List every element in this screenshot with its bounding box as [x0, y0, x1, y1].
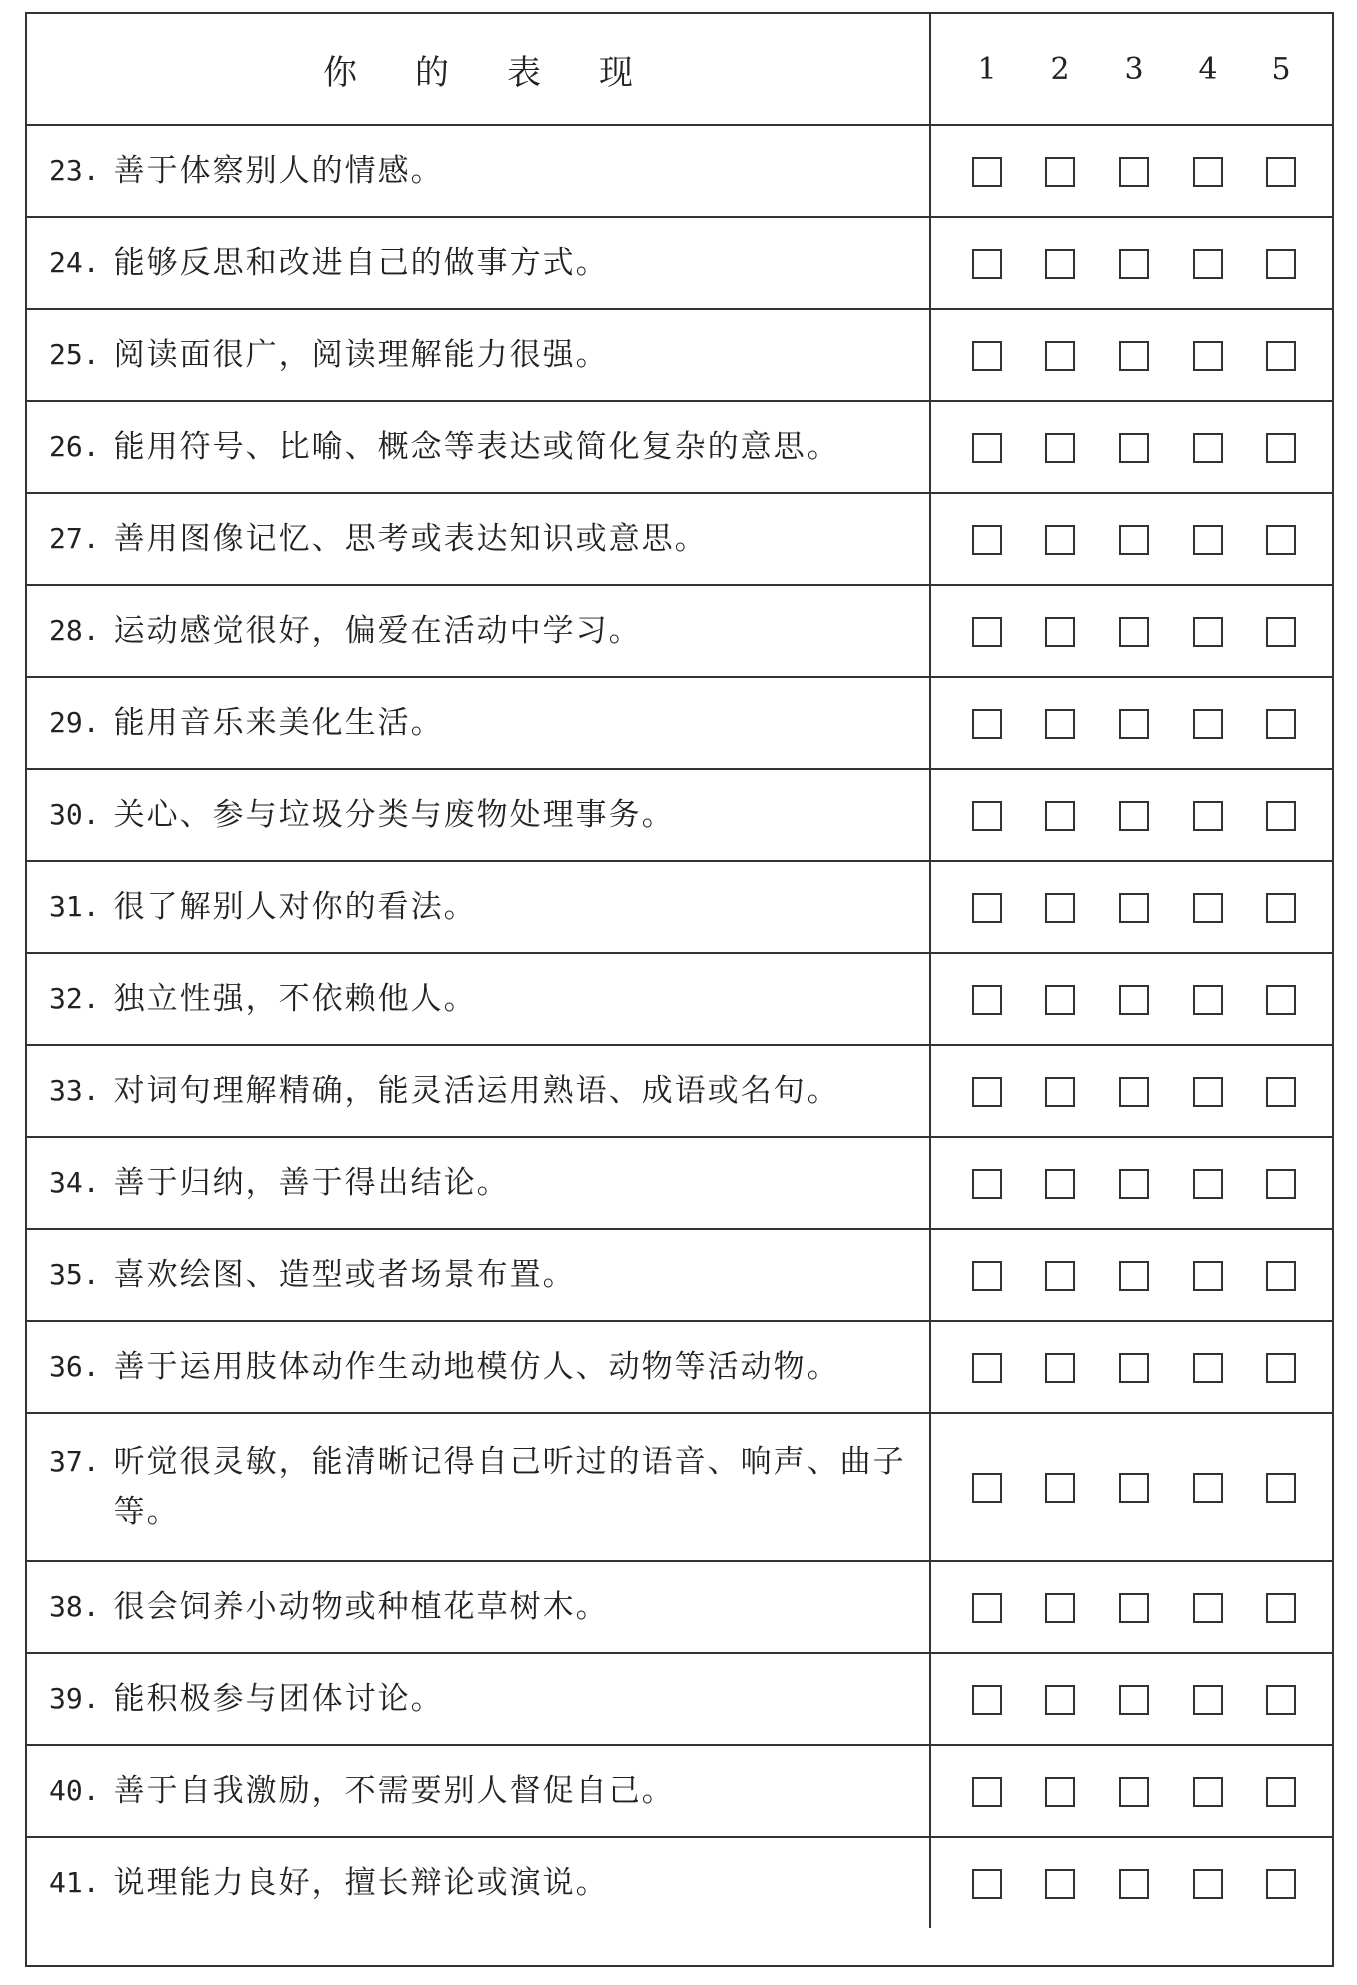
rating-checkbox-4[interactable]	[1193, 1685, 1223, 1715]
rating-checkbox-3[interactable]	[1119, 341, 1149, 371]
rating-checkbox-1[interactable]	[972, 249, 1002, 279]
statement-content	[49, 330, 609, 380]
rating-checkbox-2[interactable]	[1045, 249, 1075, 279]
questionnaire-table	[25, 12, 1334, 1967]
rating-checkbox-1[interactable]	[972, 893, 1002, 923]
rating-checkbox-2[interactable]	[1045, 1473, 1075, 1503]
question-number: 31.	[49, 890, 100, 923]
rating-checkbox-5[interactable]	[1266, 985, 1296, 1015]
rating-options	[931, 1046, 1332, 1136]
rating-checkbox-1[interactable]	[972, 1169, 1002, 1199]
statement	[49, 1322, 919, 1412]
rating-checkbox-5[interactable]	[1266, 341, 1296, 371]
question-number: 23.	[49, 154, 100, 187]
rating-checkbox-1[interactable]	[972, 157, 1002, 187]
rating-checkbox-3[interactable]	[1119, 617, 1149, 647]
statement-content	[49, 1437, 919, 1537]
table-row	[27, 676, 1332, 768]
rating-checkbox-3[interactable]	[1119, 985, 1149, 1015]
rating-checkbox-3[interactable]	[1119, 433, 1149, 463]
rating-checkbox-3[interactable]	[1119, 1777, 1149, 1807]
statement	[49, 1562, 919, 1652]
statement	[49, 954, 919, 1044]
question-number: 35.	[49, 1258, 100, 1291]
rating-scale-label-5: 5	[1271, 51, 1291, 87]
table-row	[27, 1744, 1332, 1836]
rating-checkbox-5[interactable]	[1266, 1685, 1296, 1715]
rating-checkbox-3[interactable]	[1119, 709, 1149, 739]
table-row	[27, 1320, 1332, 1412]
rating-checkbox-3[interactable]	[1119, 1261, 1149, 1291]
question-text: 能够反思和改进自己的做事方式。	[113, 245, 609, 281]
statement-content	[49, 882, 477, 932]
rating-checkbox-4[interactable]	[1193, 249, 1223, 279]
rating-options	[931, 1654, 1332, 1744]
rating-checkbox-5[interactable]	[1266, 709, 1296, 739]
table-row	[27, 584, 1332, 676]
rating-options	[931, 494, 1332, 584]
rating-checkbox-2[interactable]	[1045, 1777, 1075, 1807]
rating-options	[931, 1230, 1332, 1320]
table-row	[27, 124, 1332, 216]
rating-checkbox-4[interactable]	[1193, 985, 1223, 1015]
rating-checkbox-1[interactable]	[972, 1473, 1002, 1503]
statement-content	[49, 1582, 609, 1632]
rating-checkbox-4[interactable]	[1193, 1353, 1223, 1383]
statement-content	[49, 422, 840, 472]
rating-checkbox-3[interactable]	[1119, 525, 1149, 555]
table-row	[27, 1560, 1332, 1652]
rating-checkbox-5[interactable]	[1266, 1077, 1296, 1107]
rating-checkbox-3[interactable]	[1119, 157, 1149, 187]
rating-scale-label-4: 4	[1198, 51, 1218, 87]
rating-options	[931, 1322, 1332, 1412]
statement-content	[49, 1342, 840, 1392]
rating-options	[931, 218, 1332, 308]
column-title-char: 的	[415, 52, 449, 93]
statement	[49, 218, 919, 308]
rating-checkbox-5[interactable]	[1266, 1353, 1296, 1383]
rating-checkbox-5[interactable]	[1266, 525, 1296, 555]
statement	[49, 310, 919, 400]
statement-content	[49, 1066, 840, 1116]
question-number: 38.	[49, 1590, 100, 1623]
rating-checkbox-4[interactable]	[1193, 1473, 1223, 1503]
statement-content	[49, 974, 477, 1024]
rating-checkbox-2[interactable]	[1045, 1353, 1075, 1383]
rating-checkbox-4[interactable]	[1193, 1593, 1223, 1623]
question-number: 36.	[49, 1350, 100, 1383]
rating-checkbox-1[interactable]	[972, 525, 1002, 555]
question-text: 能用音乐来美化生活。	[113, 705, 444, 741]
table-row	[27, 1652, 1332, 1744]
question-number: 41.	[49, 1866, 100, 1899]
rating-checkbox-2[interactable]	[1045, 801, 1075, 831]
statement-content	[49, 1250, 576, 1300]
table-row	[27, 768, 1332, 860]
rating-checkbox-5[interactable]	[1266, 1869, 1296, 1899]
rating-options	[931, 1562, 1332, 1652]
rating-checkbox-1[interactable]	[972, 801, 1002, 831]
question-number: 28.	[49, 614, 100, 647]
rating-checkbox-4[interactable]	[1193, 525, 1223, 555]
question-text: 阅读面很广，阅读理解能力很强。	[113, 337, 609, 373]
rating-options	[931, 310, 1332, 400]
rating-checkbox-4[interactable]	[1193, 1077, 1223, 1107]
rating-checkbox-5[interactable]	[1266, 1261, 1296, 1291]
question-number: 40.	[49, 1774, 100, 1807]
statement-content	[49, 1766, 675, 1816]
statement	[49, 1046, 919, 1136]
rating-checkbox-3[interactable]	[1119, 893, 1149, 923]
question-number: 39.	[49, 1682, 100, 1715]
rating-checkbox-1[interactable]	[972, 1869, 1002, 1899]
rating-checkbox-4[interactable]	[1193, 617, 1223, 647]
statement-content	[49, 698, 444, 748]
rating-checkbox-4[interactable]	[1193, 433, 1223, 463]
rating-checkbox-3[interactable]	[1119, 801, 1149, 831]
rating-checkbox-3[interactable]	[1119, 1593, 1149, 1623]
statement	[49, 1230, 919, 1320]
question-number: 24.	[49, 246, 100, 279]
statement	[49, 678, 919, 768]
rating-checkbox-3[interactable]	[1119, 1353, 1149, 1383]
table-row	[27, 400, 1332, 492]
statement-content	[49, 1858, 609, 1908]
rating-options	[931, 1838, 1332, 1928]
question-text: 关心、参与垃圾分类与废物处理事务。	[113, 797, 675, 833]
rating-checkbox-5[interactable]	[1266, 1777, 1296, 1807]
rating-checkbox-1[interactable]	[972, 1077, 1002, 1107]
rating-checkbox-5[interactable]	[1266, 893, 1296, 923]
statement	[49, 770, 919, 860]
rating-checkbox-2[interactable]	[1045, 617, 1075, 647]
question-text: 善于自我激励，不需要别人督促自己。	[113, 1773, 675, 1809]
statement	[49, 862, 919, 952]
rating-checkbox-3[interactable]	[1119, 1685, 1149, 1715]
statement	[49, 1746, 919, 1836]
rating-checkbox-4[interactable]	[1193, 709, 1223, 739]
rating-options	[931, 126, 1332, 216]
rating-checkbox-1[interactable]	[972, 1353, 1002, 1383]
rating-checkbox-1[interactable]	[972, 709, 1002, 739]
rating-options	[931, 1746, 1332, 1836]
rating-options	[931, 586, 1332, 676]
rating-options	[931, 770, 1332, 860]
rating-options	[931, 402, 1332, 492]
question-text: 听觉很灵敏，能清晰记得自己听过的语音、响声、曲子等。	[113, 1444, 906, 1530]
column-title-char: 现	[599, 52, 633, 93]
question-text: 说理能力良好，擅长辩论或演说。	[113, 1865, 609, 1901]
table-row	[27, 1136, 1332, 1228]
rating-checkbox-2[interactable]	[1045, 985, 1075, 1015]
rating-checkbox-2[interactable]	[1045, 157, 1075, 187]
rating-checkbox-5[interactable]	[1266, 1593, 1296, 1623]
table-row	[27, 1412, 1332, 1560]
question-number: 25.	[49, 338, 100, 371]
rating-checkbox-2[interactable]	[1045, 709, 1075, 739]
statement-content	[49, 1674, 444, 1724]
rating-checkbox-3[interactable]	[1119, 1169, 1149, 1199]
statement	[49, 494, 919, 584]
rating-scale-header	[931, 14, 1332, 124]
statement-content	[49, 1158, 510, 1208]
table-row	[27, 860, 1332, 952]
rating-checkbox-1[interactable]	[972, 341, 1002, 371]
rating-checkbox-4[interactable]	[1193, 1777, 1223, 1807]
table-row	[27, 952, 1332, 1044]
rating-checkbox-4[interactable]	[1193, 1869, 1223, 1899]
rating-checkbox-2[interactable]	[1045, 341, 1075, 371]
statement	[49, 586, 919, 676]
statement	[49, 126, 919, 216]
rating-checkbox-2[interactable]	[1045, 1169, 1075, 1199]
rating-checkbox-4[interactable]	[1193, 893, 1223, 923]
question-text: 善于运用肢体动作生动地模仿人、动物等活动物。	[113, 1349, 840, 1385]
question-text: 善用图像记忆、思考或表达知识或意思。	[113, 521, 708, 557]
question-number: 26.	[49, 430, 100, 463]
table-row	[27, 1228, 1332, 1320]
statement	[49, 1654, 919, 1744]
question-text: 独立性强，不依赖他人。	[113, 981, 477, 1017]
column-title-char: 表	[507, 52, 541, 93]
statement	[49, 1838, 919, 1928]
rating-checkbox-5[interactable]	[1266, 801, 1296, 831]
statement-content	[49, 146, 444, 196]
question-number: 27.	[49, 522, 100, 555]
statement	[49, 1414, 919, 1560]
rating-checkbox-5[interactable]	[1266, 433, 1296, 463]
column-title-performance	[27, 14, 929, 124]
statement-content	[49, 790, 675, 840]
rating-checkbox-3[interactable]	[1119, 1077, 1149, 1107]
question-text: 对词句理解精确，能灵活运用熟语、成语或名句。	[113, 1073, 840, 1109]
table-row	[27, 216, 1332, 308]
statement	[49, 402, 919, 492]
rating-options	[931, 678, 1332, 768]
table-row	[27, 492, 1332, 584]
question-number: 33.	[49, 1074, 100, 1107]
rating-checkbox-1[interactable]	[972, 433, 1002, 463]
table-row	[27, 308, 1332, 400]
rating-scale-label-1: 1	[977, 51, 997, 87]
table-row	[27, 1836, 1332, 1928]
question-text: 能积极参与团体讨论。	[113, 1681, 444, 1717]
rating-checkbox-2[interactable]	[1045, 893, 1075, 923]
rating-scale-label-3: 3	[1124, 51, 1144, 87]
rating-checkbox-2[interactable]	[1045, 1685, 1075, 1715]
rating-checkbox-5[interactable]	[1266, 1473, 1296, 1503]
table-header	[27, 14, 1332, 124]
rating-checkbox-1[interactable]	[972, 1685, 1002, 1715]
rating-checkbox-4[interactable]	[1193, 1169, 1223, 1199]
rating-checkbox-2[interactable]	[1045, 1593, 1075, 1623]
statement-content	[49, 238, 609, 288]
rating-checkbox-3[interactable]	[1119, 1473, 1149, 1503]
question-text: 很了解别人对你的看法。	[113, 889, 477, 925]
rating-options	[931, 862, 1332, 952]
rating-checkbox-4[interactable]	[1193, 1261, 1223, 1291]
rating-checkbox-1[interactable]	[972, 1593, 1002, 1623]
rating-checkbox-2[interactable]	[1045, 1869, 1075, 1899]
question-number: 37.	[49, 1445, 100, 1478]
question-number: 29.	[49, 706, 100, 739]
rating-checkbox-5[interactable]	[1266, 1169, 1296, 1199]
statement-content	[49, 606, 642, 656]
rating-checkbox-1[interactable]	[972, 617, 1002, 647]
question-number: 34.	[49, 1166, 100, 1199]
rating-options	[931, 954, 1332, 1044]
rating-checkbox-1[interactable]	[972, 1777, 1002, 1807]
question-text: 善于归纳，善于得出结论。	[113, 1165, 510, 1201]
question-number: 30.	[49, 798, 100, 831]
question-text: 运动感觉很好，偏爱在活动中学习。	[113, 613, 642, 649]
statement	[49, 1138, 919, 1228]
rating-checkbox-5[interactable]	[1266, 617, 1296, 647]
rating-options	[931, 1138, 1332, 1228]
rating-checkbox-2[interactable]	[1045, 433, 1075, 463]
question-number: 32.	[49, 982, 100, 1015]
rating-checkbox-1[interactable]	[972, 1261, 1002, 1291]
column-title-char: 你	[323, 52, 357, 93]
rating-options	[931, 1414, 1332, 1560]
question-text: 喜欢绘图、造型或者场景布置。	[113, 1257, 576, 1293]
rating-checkbox-1[interactable]	[972, 985, 1002, 1015]
question-text: 能用符号、比喻、概念等表达或简化复杂的意思。	[113, 429, 840, 465]
rating-checkbox-4[interactable]	[1193, 157, 1223, 187]
table-row	[27, 1044, 1332, 1136]
rating-checkbox-5[interactable]	[1266, 157, 1296, 187]
rating-checkbox-4[interactable]	[1193, 341, 1223, 371]
question-text: 善于体察别人的情感。	[113, 153, 444, 189]
rating-checkbox-3[interactable]	[1119, 1869, 1149, 1899]
statement-content	[49, 514, 708, 564]
rating-checkbox-2[interactable]	[1045, 1261, 1075, 1291]
rating-checkbox-4[interactable]	[1193, 801, 1223, 831]
rating-checkbox-2[interactable]	[1045, 1077, 1075, 1107]
question-text: 很会饲养小动物或种植花草树木。	[113, 1589, 609, 1625]
rating-scale-label-2: 2	[1050, 51, 1070, 87]
rating-checkbox-3[interactable]	[1119, 249, 1149, 279]
rating-checkbox-5[interactable]	[1266, 249, 1296, 279]
rating-checkbox-2[interactable]	[1045, 525, 1075, 555]
